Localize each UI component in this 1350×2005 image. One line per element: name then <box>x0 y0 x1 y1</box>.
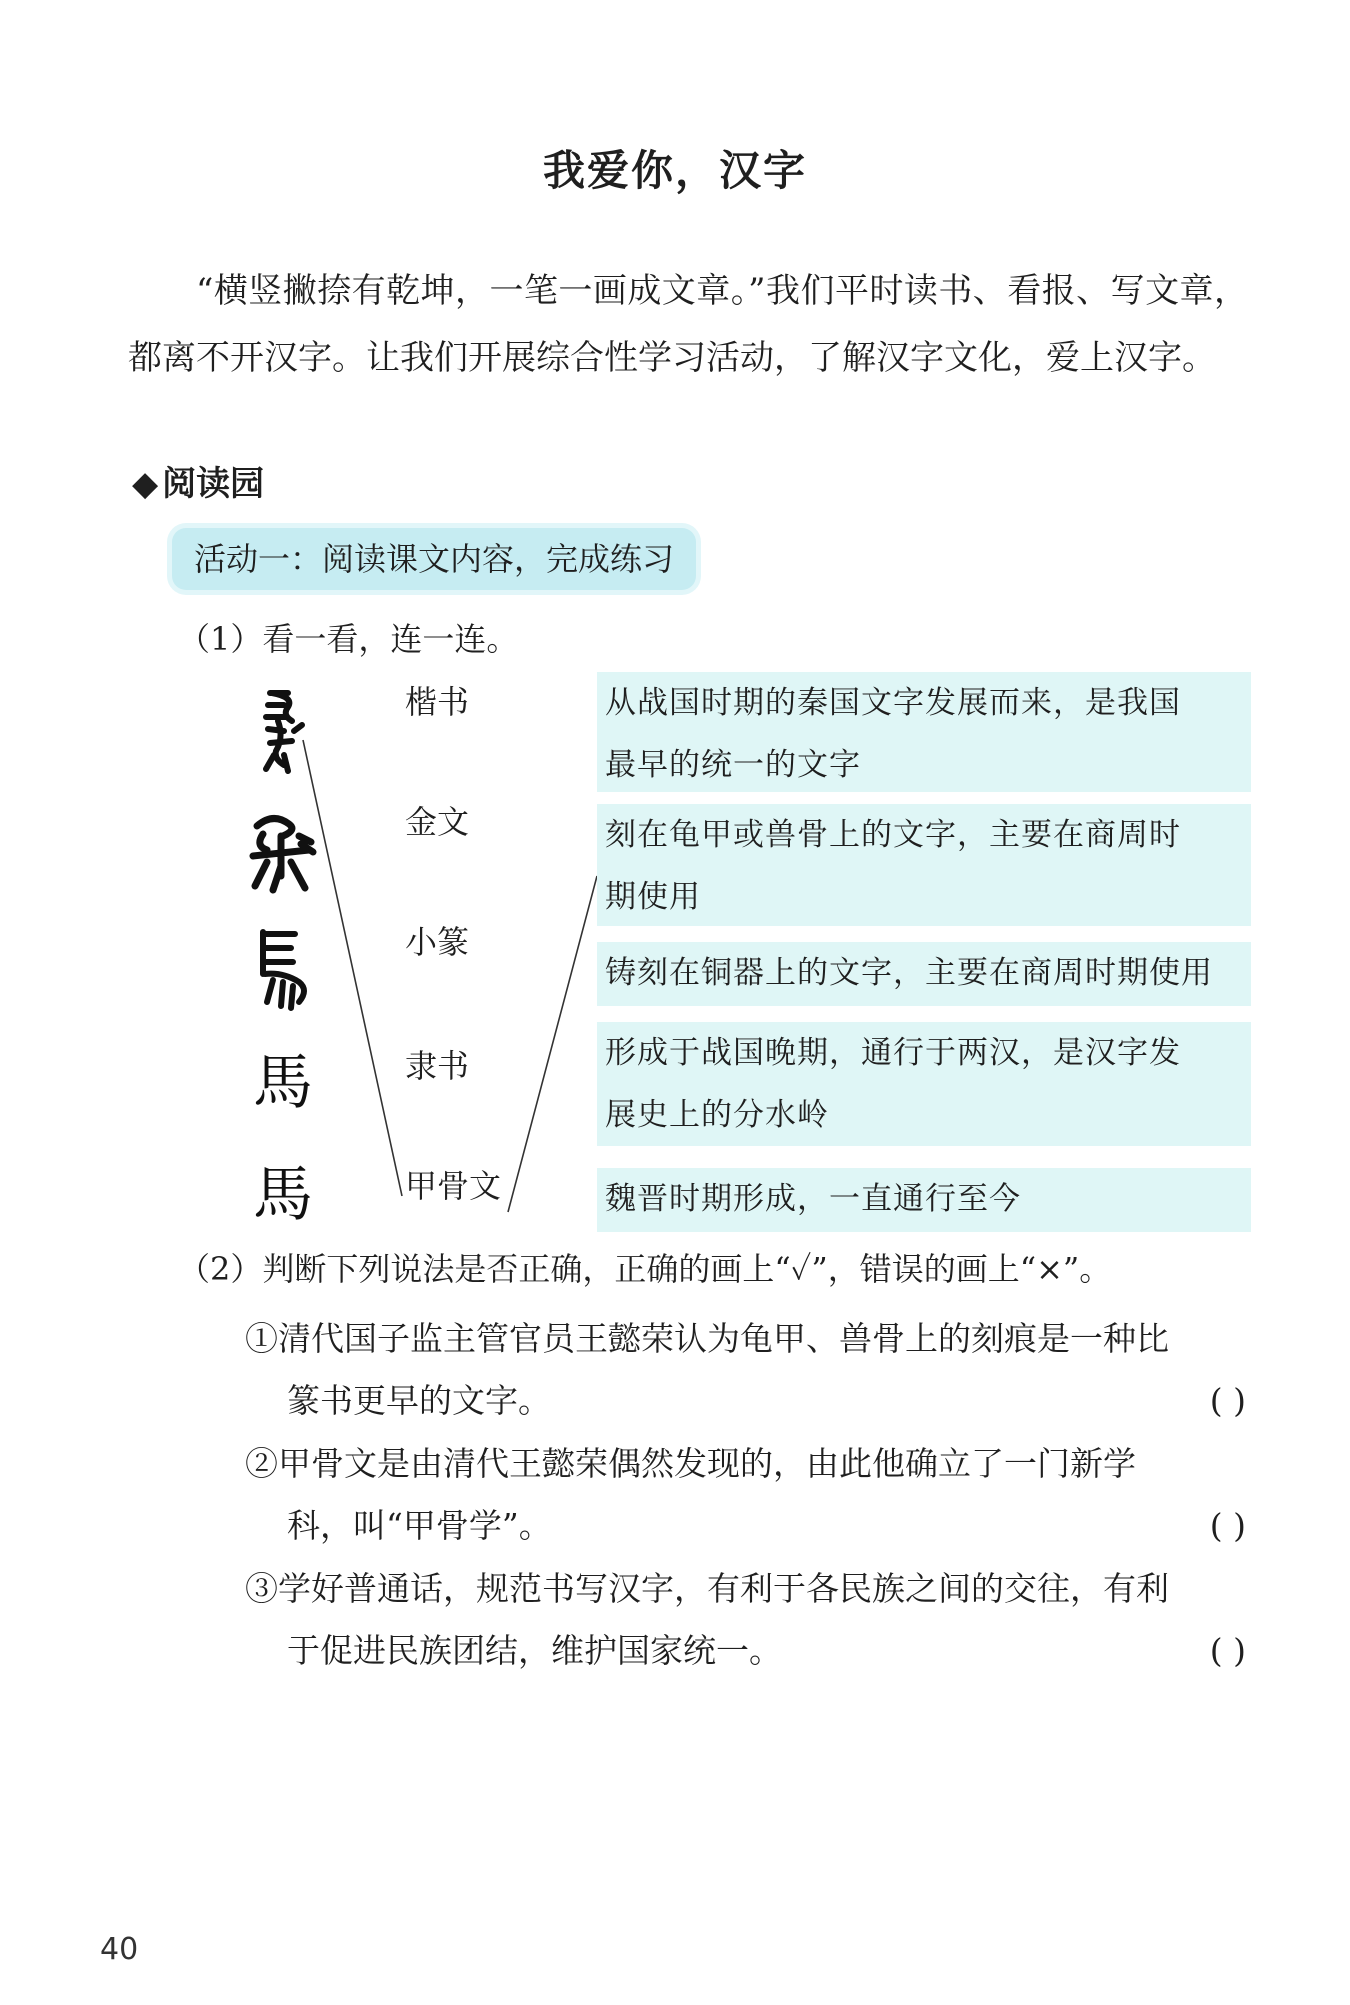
item-line-1: ①清代国子监主管官员王懿荣认为龟甲、兽骨上的刻痕是一种比 <box>245 1319 1169 1358</box>
description-line: 形成于战国晚期，通行于两汉，是汉字发 <box>605 1035 1181 1071</box>
glyph-clerical: 馬 <box>253 1048 313 1118</box>
script-name-jinwen: 金文 <box>405 803 470 841</box>
activity-banner: 活动一：阅读课文内容，完成练习 <box>172 528 696 590</box>
description-box <box>597 1168 1251 1232</box>
script-name-jiaguwen: 甲骨文 <box>405 1167 502 1205</box>
item-line-2: 科，叫“甲骨学”。 <box>287 1506 552 1545</box>
description-line: 刻在龟甲或兽骨上的文字，主要在商周时 <box>605 817 1181 853</box>
item-line-2: 篆书更早的文字。 <box>287 1381 551 1420</box>
description-box <box>597 1022 1251 1146</box>
description-line: 魏晋时期形成，一直通行至今 <box>605 1181 1021 1217</box>
section-label: 阅读园 <box>162 464 265 504</box>
script-name-kaishu: 楷书 <box>405 683 470 721</box>
answer-blank[interactable]: ( ) <box>1209 1381 1246 1420</box>
description-line: 期使用 <box>605 879 701 915</box>
item-line-1: ③学好普通话，规范书写汉字，有利于各民族之间的交往，有利 <box>245 1569 1169 1608</box>
intro-paragraph: “横竖撇捺有乾坤，一笔一画成文章。”我们平时读书、看报、写文章，都离不开汉字。让我们开展综合性学习活动，了解汉字文化，爱上汉字。 <box>128 271 1248 378</box>
diamond-icon: ◆ <box>132 464 159 504</box>
description-line: 展史上的分水岭 <box>605 1097 829 1133</box>
item-line-1: ②甲骨文是由清代王懿荣偶然发现的，由此他确立了一门新学 <box>245 1444 1136 1483</box>
question-2-label: （2）判断下列说法是否正确，正确的画上“✓”，错误的画上“×”。 <box>178 1250 1112 1288</box>
page-title: 我爱你，汉字 <box>542 146 807 195</box>
description-line: 最早的统一的文字 <box>605 747 861 783</box>
question-1-label: （1）看一看，连一连。 <box>178 620 519 658</box>
judgement-item <box>245 1433 1250 1557</box>
answer-blank[interactable]: ( ) <box>1209 1506 1246 1545</box>
judgement-item <box>245 1558 1250 1682</box>
description-box <box>597 672 1251 792</box>
description-line: 从战国时期的秦国文字发展而来，是我国 <box>605 685 1181 721</box>
description-line: 铸刻在铜器上的文字，主要在商周时期使用 <box>605 955 1213 991</box>
page-number: 40 <box>100 1932 139 1967</box>
description-box <box>597 804 1251 926</box>
judgement-item <box>245 1308 1250 1432</box>
answer-blank[interactable]: ( ) <box>1209 1631 1246 1670</box>
glyph-regular: 馬 <box>253 1160 313 1230</box>
script-name-lishu: 隶书 <box>405 1047 470 1085</box>
match-line-oracle <box>303 740 402 1196</box>
match-line-description <box>508 876 597 1212</box>
description-box <box>597 942 1251 1006</box>
script-name-xiaozhuan: 小篆 <box>405 923 470 961</box>
item-line-2: 于促进民族团结，维护国家统一。 <box>287 1631 782 1670</box>
